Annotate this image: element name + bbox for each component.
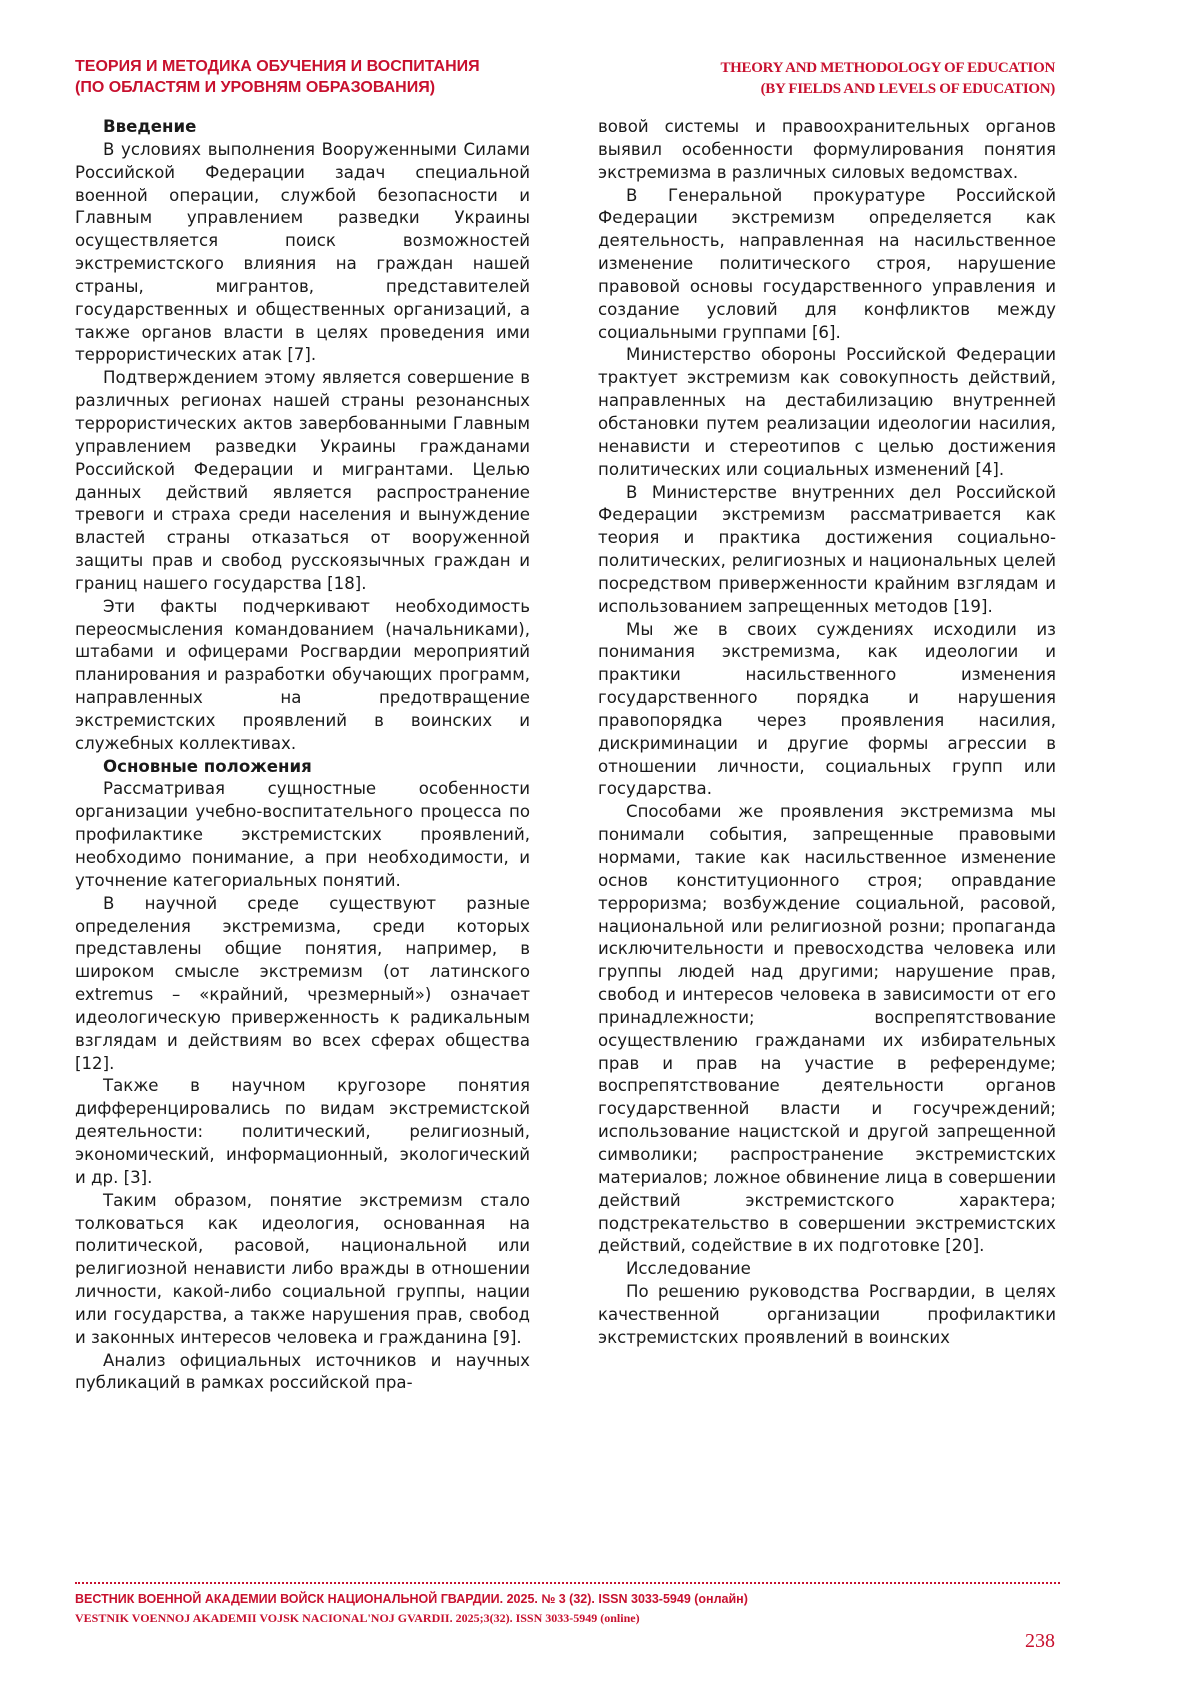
paragraph: По решению руководства Росгвардии, в целях качественной организации профилактики экстремистских проявлений в воинских	[598, 1282, 1056, 1347]
paragraph: Рассматривая сущностные особенности организации учебно-воспитательного процесса по профилактике экстремистских проявлений, необходимо понимание, а при необходимости, и уточнение категориальных понятий.	[75, 779, 530, 890]
paragraph-continued: вовой системы и правоохранительных органов выявил особенности формулирования понятия экстремизма в различных силовых ведомствах.	[598, 117, 1056, 182]
running-header-en	[720, 58, 1055, 100]
footer-divider	[75, 1582, 1060, 1584]
page-number: 238	[1025, 1630, 1055, 1652]
header-ru-line1: ТЕОРИЯ И МЕТОДИКА ОБУЧЕНИЯ И ВОСПИТАНИЯ	[75, 58, 480, 75]
paragraph: Также в научном кругозоре понятия дифференцировались по видам экстремистской деятельности: политический, религиозный, экономический, информационный, экологический и др. [3].	[75, 1076, 530, 1187]
footer-citation-ru: ВЕСТНИК ВОЕННОЙ АКАДЕМИИ ВОЙСК НАЦИОНАЛЬНОЙ ГВАРДИИ. 2025. № 3 (32). ISSN 3033-5949 (онлайн)	[75, 1592, 748, 1606]
footer-citation-en: VESTNIK VOENNOJ AKADEMII VOJSK NACIONAL'NOJ GVARDII. 2025;3(32). ISSN 3033-5949 (online)	[75, 1611, 640, 1625]
header-en-line2: (BY FIELDS AND LEVELS OF EDUCATION)	[760, 81, 1055, 97]
paragraph: В Генеральной прокуратуре Российской Федерации экстремизм определяется как деятельность, направленная на насильственное изменение политического строя, нарушение правовой основы государственного управления и создание условий для конфликтов между социальными группами [6].	[598, 185, 1056, 342]
paragraph: Мы же в своих суждениях исходили из понимания экстремизма, как идеологии и практики насильственного изменения государственного порядка и нарушения правопорядка через проявления насилия, дискриминации и другие формы агрессии в отношении личности, социальных групп или государства.	[598, 619, 1056, 799]
paragraph: Министерство обороны Российской Федерации трактует экстремизм как совокупность действий, направленных на дестабилизацию внутренней обстановки путем реализации идеологии насилия, ненависти и стереотипов с целью достижения политических или социальных изменений [4].	[598, 345, 1056, 479]
header-en-line1: THEORY AND METHODOLOGY OF EDUCATION	[720, 60, 1055, 76]
paragraph: Способами же проявления экстремизма мы понимали события, запрещенные правовыми нормами, такие как насильственное изменение основ конституционного строя; оправдание терроризма; возбуждение социальной, расовой, национальной или религиозной розни; пропаганда исключительности и превосходства человека или группы людей над другими; нарушение прав, свобод и интересов человека в зависимости от его принадлежности; воспрепятствование осуществлению гражданами их избирательных прав и прав на участие в референдуме; воспрепятствование деятельности органов государственной власти и госучреждений; использование нацистской и другой запрещенной символики; распространение экстремистских материалов; ложное обвинение лица в совершении действий экстремистского характера; подстрекательство в совершении экстремистских действий, содействие в их подготовке [20].	[598, 802, 1056, 1256]
paragraph: В условиях выполнения Вооруженными Силами Российской Федерации задач специальной военной операции, службой безопасности и Главным управлением разведки Украины осуществляется поиск возможностей экстремистского влияния на граждан нашей страны, мигрантов, представителей государственных и общественных организаций, а также органов власти в целях проведения ими террористических атак [7].	[75, 139, 530, 365]
paragraph: В научной среде существуют разные определения экстремизма, среди которых представлены общие понятия, например, в широком смысле экстремизм (от латинского extremus – «крайний, чрезмерный») означает идеологическую приверженность к радикальным взглядам и действиям во всех сферах общества [12].	[75, 893, 530, 1073]
paragraph: В Министерстве внутренних дел Российской Федерации экстремизм рассматривается как теория и практика достижения социально-политических, религиозных и национальных целей посредством приверженности крайним взглядам и использованием запрещенных методов [19].	[598, 482, 1056, 616]
header-ru-line2: (ПО ОБЛАСТЯМ И УРОВНЯМ ОБРАЗОВАНИЯ)	[75, 79, 436, 96]
section-heading-main: Основные положения	[103, 756, 312, 776]
paragraph: Эти факты подчеркивают необходимость переосмысления командованием (начальниками), штабами и офицерами Росгвардии мероприятий планирования и разработки обучающих программ, направленных на предотвращение экстремистских проявлений в воинских и служебных коллективах.	[75, 596, 530, 753]
right-column	[598, 116, 1056, 1350]
paragraph: Подтверждением этому является совершение в различных регионах нашей страны резонансных террористических актов завербованными Главным управлением разведки Украины гражданами Российской Федерации и мигрантами. Целью данных действий является распространение тревоги и страха среди населения и вынуждение властей страны отказаться от вооруженной защиты прав и свобод русскоязычных граждан и границ нашего государства [18].	[75, 368, 530, 593]
left-column	[75, 116, 530, 1395]
section-heading-research: Исследование	[626, 1259, 751, 1279]
paragraph: Анализ официальных источников и научных публикаций в рамках российской пра-	[75, 1350, 530, 1393]
paragraph: Таким образом, понятие экстремизм стало толковаться как идеология, основанная на политической, расовой, национальной или религиозной ненависти либо вражды в отношении личности, какой-либо социальной группы, нации или государства, а также нарушения прав, свобод и законных интересов человека и гражданина [9].	[75, 1190, 530, 1347]
section-heading-intro: Введение	[103, 117, 197, 136]
running-header-ru	[75, 56, 480, 98]
